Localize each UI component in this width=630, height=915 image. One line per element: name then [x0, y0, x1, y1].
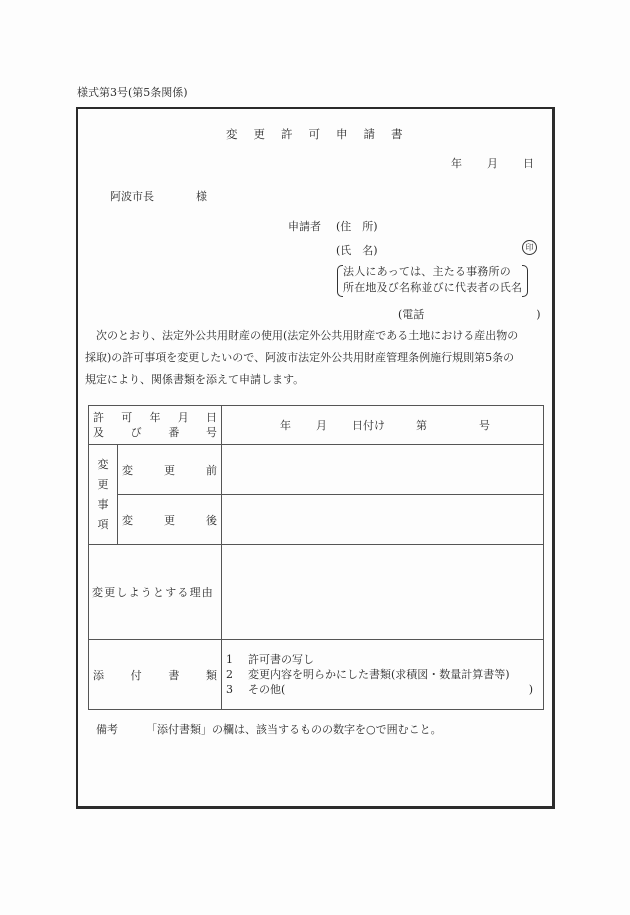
attachment-text: 変更内容を明らかにした書類(求積図・数量計算書等)	[248, 668, 510, 681]
tel-close: )	[536, 308, 541, 321]
attachments-list-cell	[222, 640, 544, 710]
permit-value	[222, 417, 543, 433]
body-text	[85, 325, 551, 391]
seal-icon: 印	[522, 240, 537, 255]
permit-no-prefix: 第	[416, 419, 427, 432]
label-char: 変	[122, 463, 133, 477]
title-char: 変	[226, 127, 238, 141]
body-line: 採取)の許可事項を変更したいので、阿波市法定外公共用財産管理条例施行規則第5条の	[85, 351, 515, 364]
after-value-cell[interactable]	[222, 495, 544, 545]
title-char: 申	[336, 127, 348, 141]
label-char: 変	[97, 457, 109, 471]
table-row-reason	[89, 545, 544, 640]
permit-year: 年	[280, 419, 291, 432]
label-char: 可	[121, 411, 133, 424]
label-char: 項	[97, 517, 109, 531]
tel-label: (電話	[398, 308, 425, 321]
label-char: 書	[168, 668, 180, 682]
attachment-text: 許可書の写し	[248, 653, 314, 666]
attachment-item[interactable]	[226, 682, 543, 697]
title-char: 書	[391, 127, 403, 141]
label-char: 更	[164, 463, 175, 477]
permit-date-suffix: 日付け	[352, 419, 385, 432]
label-char: 添	[93, 668, 104, 682]
label-char: 許	[93, 411, 104, 424]
before-label-cell	[118, 445, 222, 495]
permit-label-line1	[89, 410, 221, 425]
label-char: 更	[97, 477, 109, 491]
table-row-before	[89, 445, 544, 495]
label-char: 事	[97, 497, 109, 511]
remarks-label: 備考	[96, 723, 118, 736]
telephone-field	[398, 306, 541, 322]
attachment-number[interactable]: 2	[226, 668, 233, 681]
permit-no-suffix: 号	[479, 419, 490, 432]
attachments-label	[89, 667, 221, 683]
body-line: 規定により、関係書類を添えて申請します。	[85, 373, 305, 386]
label-char: 前	[206, 463, 217, 477]
remarks	[96, 721, 442, 737]
change-items-label	[96, 455, 110, 535]
table-row-permit	[89, 406, 544, 445]
attachments-label-cell	[89, 640, 222, 710]
title-char: 許	[281, 127, 293, 141]
table-row-after	[89, 495, 544, 545]
bracket-left	[337, 265, 343, 297]
label-char: 日	[206, 411, 217, 424]
name-label: (氏 名)	[336, 244, 378, 257]
label-char: 更	[164, 513, 175, 527]
bracket-right	[522, 265, 528, 297]
after-label-cell	[118, 495, 222, 545]
address-label: (住 所)	[336, 220, 378, 233]
permit-label-cell	[89, 406, 222, 445]
form-title	[226, 126, 419, 142]
title-char: 更	[253, 127, 265, 141]
date-year: 年	[451, 157, 462, 170]
reason-value-cell[interactable]	[222, 545, 544, 640]
attachment-number[interactable]: 1	[226, 653, 233, 666]
permit-value-cell[interactable]	[222, 406, 544, 445]
before-value-cell[interactable]	[222, 445, 544, 495]
body-line: 次のとおり、法定外公共用財産の使用(法定外公共用財産である土地における産出物の	[96, 329, 519, 342]
reason-label: 変更しようとする理由	[92, 586, 214, 599]
corp-note-line1: 法人にあっては、主たる事務所の	[343, 265, 511, 278]
label-char: 月	[177, 411, 189, 424]
corporation-note	[337, 264, 528, 296]
label-char: 類	[205, 668, 217, 682]
addressee	[110, 188, 207, 204]
attachment-text: その他(	[248, 683, 286, 696]
permit-month: 月	[316, 419, 327, 432]
reason-label-cell	[89, 545, 222, 640]
change-items-label-cell	[89, 445, 118, 545]
label-char: 付	[130, 668, 142, 682]
label-char: 年	[149, 411, 161, 424]
attachment-item[interactable]	[226, 652, 543, 667]
permit-label-line2	[89, 425, 221, 440]
application-table	[88, 405, 544, 710]
label-char: 変	[122, 513, 133, 527]
addressee-honorific: 様	[196, 190, 207, 203]
before-label	[118, 462, 221, 478]
label-char: 後	[206, 513, 217, 527]
attachment-item[interactable]	[226, 667, 543, 682]
label-char: 号	[205, 426, 217, 439]
title-char: 可	[308, 127, 320, 141]
addressee-name: 阿波市長	[110, 190, 154, 203]
label-char: 番	[168, 426, 180, 439]
remarks-text: 「添付書類」の欄は、該当するものの数字を○で囲むこと。	[146, 723, 442, 736]
date-month: 月	[487, 157, 498, 170]
label-char: び	[130, 426, 142, 439]
attachment-number[interactable]: 3	[226, 683, 233, 696]
label-char: 及	[93, 426, 104, 439]
table-row-attachments	[89, 640, 544, 710]
attachment-paren-close: )	[528, 683, 533, 696]
date-day: 日	[523, 157, 534, 170]
application-date	[451, 155, 534, 171]
applicant-label: 申請者	[288, 220, 321, 233]
after-label	[118, 512, 221, 528]
form-number: 様式第3号(第5条関係)	[77, 86, 188, 99]
corp-note-line2: 所在地及び名称並びに代表者の氏名	[343, 281, 523, 294]
attachments-list	[222, 652, 543, 697]
title-char: 請	[363, 127, 375, 141]
